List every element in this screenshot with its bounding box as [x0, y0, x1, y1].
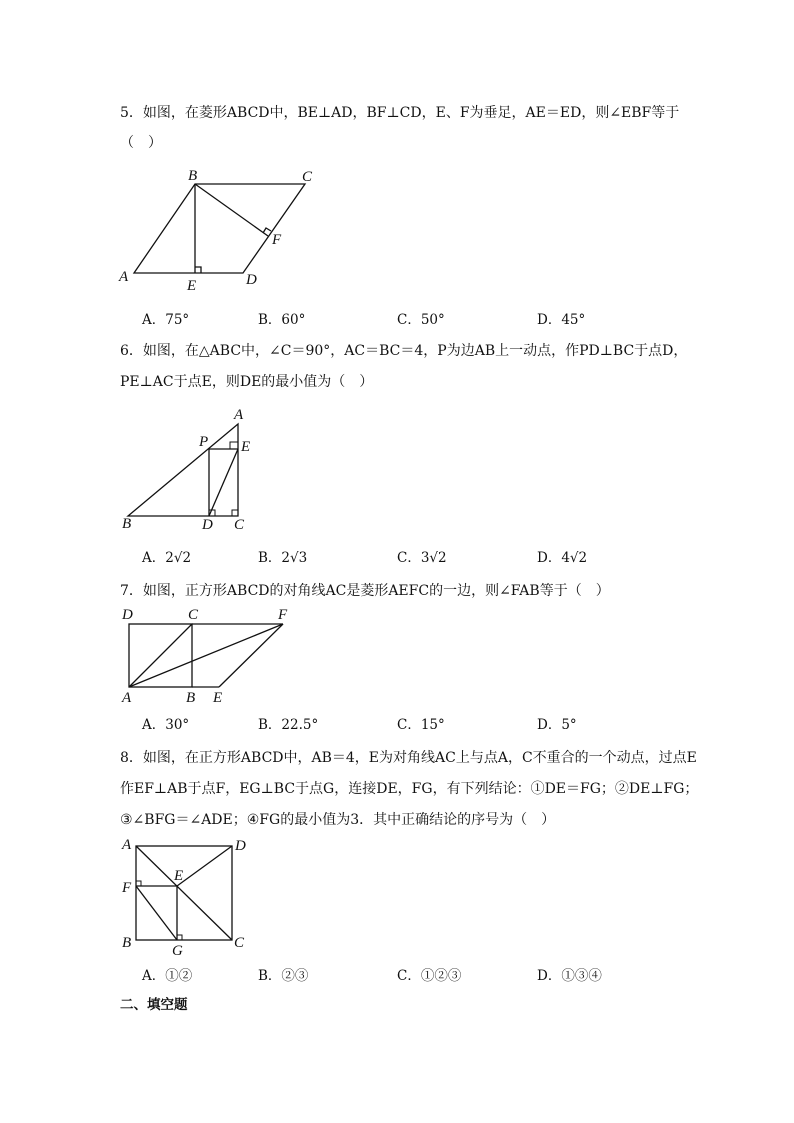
q6-stem-line2: PE⊥AC于点E，则DE的最小值为（ ） [120, 374, 374, 390]
q6-option-a[interactable]: A．2√2 [142, 550, 192, 566]
q8-label-b: B [122, 935, 132, 951]
q5-label-b: B [188, 168, 198, 184]
q7-label-b: B [186, 690, 196, 706]
q8-option-b[interactable]: B．②③ [258, 968, 309, 984]
q8-label-f: F [122, 880, 132, 896]
q8-option-a[interactable]: A．①② [142, 968, 193, 984]
q6-label-b: B [122, 516, 132, 532]
q8-label-c: C [234, 935, 245, 951]
q8-label-a: A [122, 837, 132, 853]
q5-option-d[interactable]: D．45° [537, 312, 586, 328]
q8-stem-line1: 8．如图，在正方形ABCD中，AB＝4，E为对角线AC上与点A，C不重合的一个动点，过点E [120, 750, 697, 766]
q5-label-f: F [272, 232, 282, 248]
q7-label-e: E [213, 690, 223, 706]
q6-label-e: E [241, 439, 251, 455]
q7-option-b[interactable]: B．22.5° [258, 717, 319, 733]
q6-label-d: D [202, 517, 213, 533]
q5-label-e: E [187, 278, 197, 294]
q7-label-f: F [278, 607, 288, 623]
q7-label-a: A [122, 690, 132, 706]
q5-stem-line1: 5．如图，在菱形ABCD中，BE⊥AD，BF⊥CD，E、F为垂足，AE＝ED，则∠EBF等于 [120, 105, 680, 121]
q6-option-d[interactable]: D．4√2 [537, 550, 588, 566]
q7-option-c[interactable]: C．15° [397, 717, 445, 733]
q8-label-e: E [174, 868, 184, 884]
q5-option-a[interactable]: A．75° [142, 312, 190, 328]
q7-stem-line1: 7．如图，正方形ABCD的对角线AC是菱形AEFC的一边，则∠FAB等于（ ） [120, 583, 610, 599]
q8-label-g: G [172, 943, 183, 959]
q5-label-a: A [119, 269, 129, 285]
q5-label-d: D [246, 272, 257, 288]
section-heading-fill-in: 二、填空题 [120, 997, 188, 1013]
q5-option-b[interactable]: B．60° [258, 312, 306, 328]
q7-option-a[interactable]: A．30° [142, 717, 190, 733]
q8-option-c[interactable]: C．①②③ [397, 968, 462, 984]
q6-option-b[interactable]: B．2√3 [258, 550, 308, 566]
q6-option-c[interactable]: C．3√2 [397, 550, 447, 566]
q7-option-d[interactable]: D．5° [537, 717, 577, 733]
q6-stem-line1: 6．如图，在△ABC中，∠C＝90°，AC＝BC＝4，P为边AB上一动点，作PD⊥BC于点D， [120, 343, 688, 359]
q7-label-c: C [188, 607, 199, 623]
q8-stem-line3: ③∠BFG＝∠ADE；④FG的最小值为3．其中正确结论的序号为（ ） [120, 812, 556, 828]
q8-stem-line2: 作EF⊥AB于点F，EG⊥BC于点G，连接DE，FG，有下列结论：①DE＝FG；②DE⊥FG； [120, 781, 699, 797]
q6-label-c: C [234, 517, 245, 533]
q5-stem-line2: （ ） [120, 135, 162, 151]
q5-label-c: C [302, 169, 313, 185]
q6-label-p: P [199, 434, 209, 450]
q7-label-d: D [122, 607, 133, 623]
q6-label-a: A [234, 407, 244, 423]
q8-label-d: D [235, 838, 246, 854]
q8-option-d[interactable]: D．①③④ [537, 968, 602, 984]
q5-option-c[interactable]: C．50° [397, 312, 445, 328]
